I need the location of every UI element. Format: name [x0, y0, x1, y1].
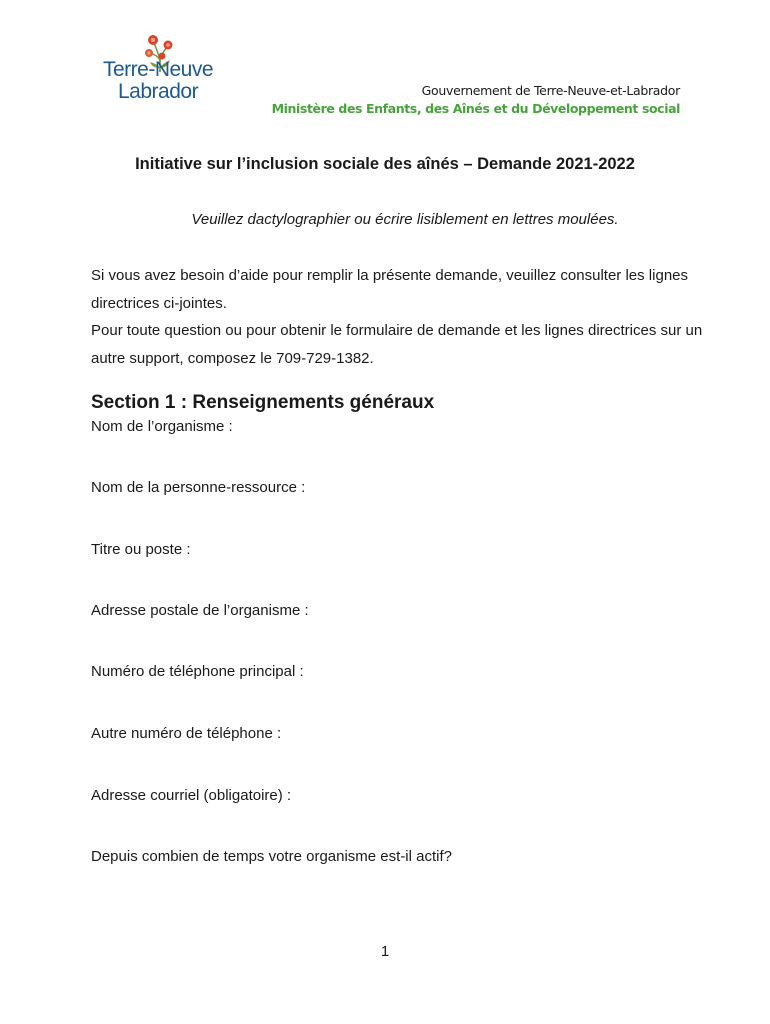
intro-text: [91, 262, 721, 372]
government-logo: [98, 32, 220, 106]
other-phone-label: Autre numéro de téléphone :: [91, 725, 282, 742]
page-number: 1: [380, 943, 390, 960]
ministry-name: Ministère des Enfants, des Aînés et du Développement social: [271, 101, 680, 116]
years-active-label: Depuis combien de temps votre organisme est-il actif?: [91, 848, 452, 865]
logo-line-1: Terre-Neuve: [103, 58, 214, 81]
organization-name-label: Nom de l’organisme :: [91, 418, 233, 435]
contact-person-label: Nom de la personne-ressource :: [91, 479, 306, 496]
title-position-label: Titre ou poste :: [91, 541, 191, 558]
document-title: Initiative sur l’inclusion sociale des aînés – Demande 2021-2022: [135, 155, 635, 173]
intro-paragraph-help: Si vous avez besoin d’aide pour remplir la présente demande, veuillez consulter les lignes directrices ci-jointes.: [91, 267, 688, 312]
logo-line-2: Labrador: [118, 80, 199, 103]
instruction-text: Veuillez dactylographier ou écrire lisiblement en lettres moulées.: [191, 211, 619, 228]
mailing-address-label: Adresse postale de l’organisme :: [91, 602, 309, 619]
intro-paragraph-contact: Pour toute question ou pour obtenir le formulaire de demande et les lignes directrices sur un autre support, composez le 709-729-1382.: [91, 322, 703, 367]
main-phone-label: Numéro de téléphone principal :: [91, 663, 304, 680]
section-1-heading: Section 1 : Renseignements généraux: [91, 392, 435, 413]
email-label: Adresse courriel (obligatoire) :: [91, 787, 292, 804]
government-name: Gouvernement de Terre-Neuve-et-Labrador: [421, 83, 680, 98]
